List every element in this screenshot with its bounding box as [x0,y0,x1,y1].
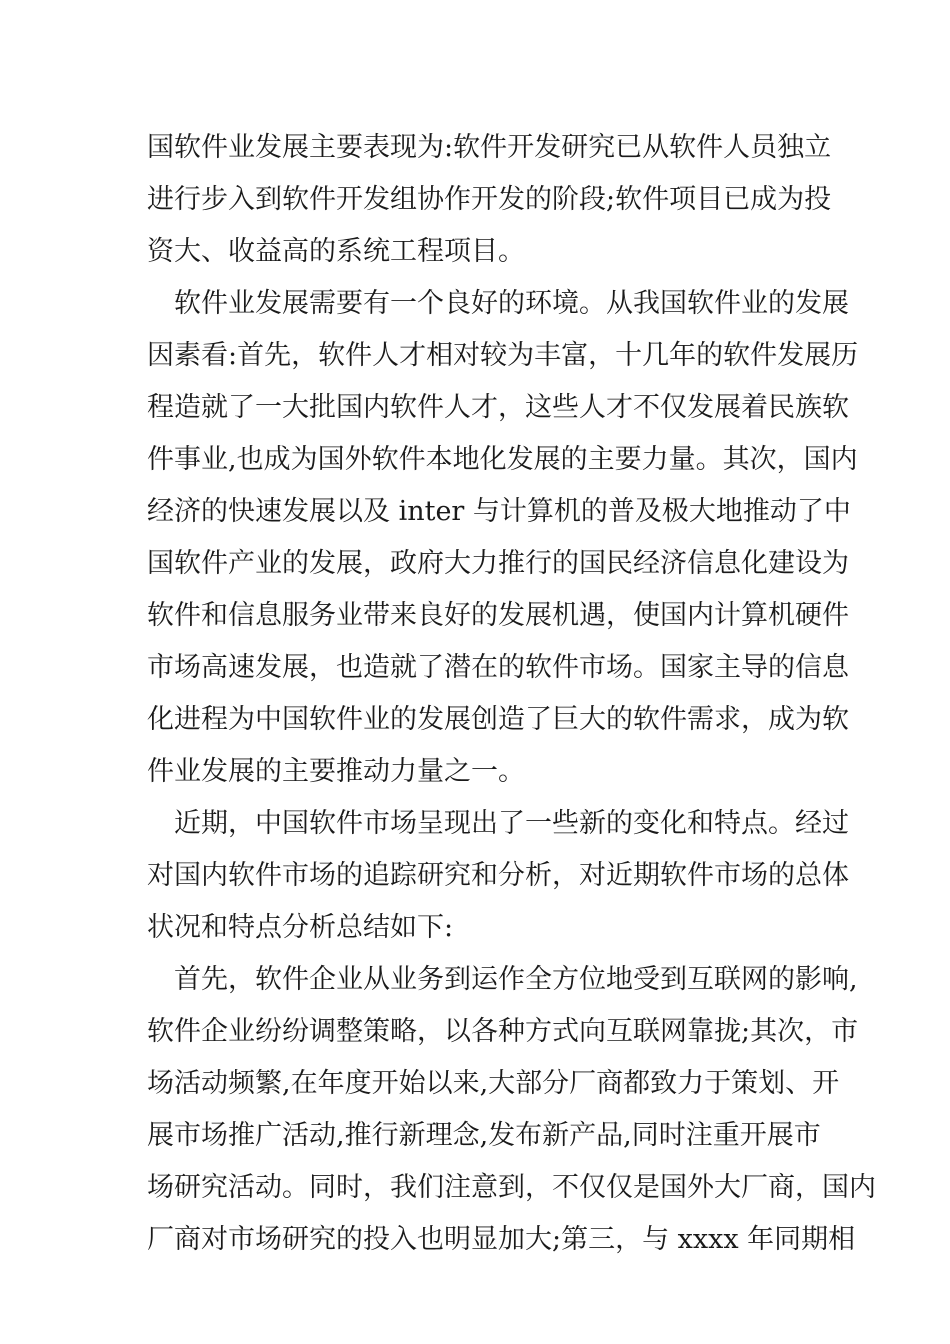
text-line-18: 软件企业纷纷调整策略，以各种方式向互联网靠拢;其次，市 [147,1016,859,1047]
text-line-7: 件事业,也成为国外软件本地化发展的主要力量。其次，国内 [147,444,858,475]
text-line-12: 化进程为中国软件业的发展创造了巨大的软件需求，成为软 [147,704,849,735]
text-line-11: 市场高速发展，也造就了潜在的软件市场。国家主导的信息 [147,652,849,683]
text-line-5: 因素看:首先，软件人才相对较为丰富，十几年的软件发展历 [147,340,859,371]
text-line-14: 近期，中国软件市场呈现出了一些新的变化和特点。经过 [174,808,849,839]
text-line-15: 对国内软件市场的追踪研究和分析，对近期软件市场的总体 [147,860,849,891]
text-line-22: 厂商对市场研究的投入也明显加大;第三，与 xxxx 年同期相 [147,1224,856,1255]
text-line-21: 场研究活动。同时，我们注意到，不仅仅是国外大厂商，国内 [147,1172,876,1203]
text-line-2: 进行步入到软件开发组协作开发的阶段;软件项目已成为投 [147,184,832,215]
text-line-10: 软件和信息服务业带来良好的发展机遇，使国内计算机硬件 [147,600,849,631]
text-line-9: 国软件产业的发展，政府大力推行的国民经济信息化建设为 [147,548,849,579]
text-line-1: 国软件业发展主要表现为:软件开发研究已从软件人员独立 [147,132,832,163]
text-line-13: 件业发展的主要推动力量之一。 [147,756,525,787]
text-line-6: 程造就了一大批国内软件人才，这些人才不仅发展着民族软 [147,392,849,423]
text-line-19: 场活动频繁,在年度开始以来,大部分厂商都致力于策划、开 [147,1068,840,1099]
text-line-3: 资大、收益高的系统工程项目。 [147,236,525,267]
text-line-17: 首先，软件企业从业务到运作全方位地受到互联网的影响, [174,964,858,995]
text-line-16: 状况和特点分析总结如下: [147,912,454,943]
text-line-20: 展市场推广活动,推行新理念,发布新产品,同时注重开展市 [147,1120,821,1151]
text-line-8: 经济的快速发展以及 inter 与计算机的普及极大地推动了中 [147,496,851,527]
text-line-4: 软件业发展需要有一个良好的环境。从我国软件业的发展 [174,288,849,319]
